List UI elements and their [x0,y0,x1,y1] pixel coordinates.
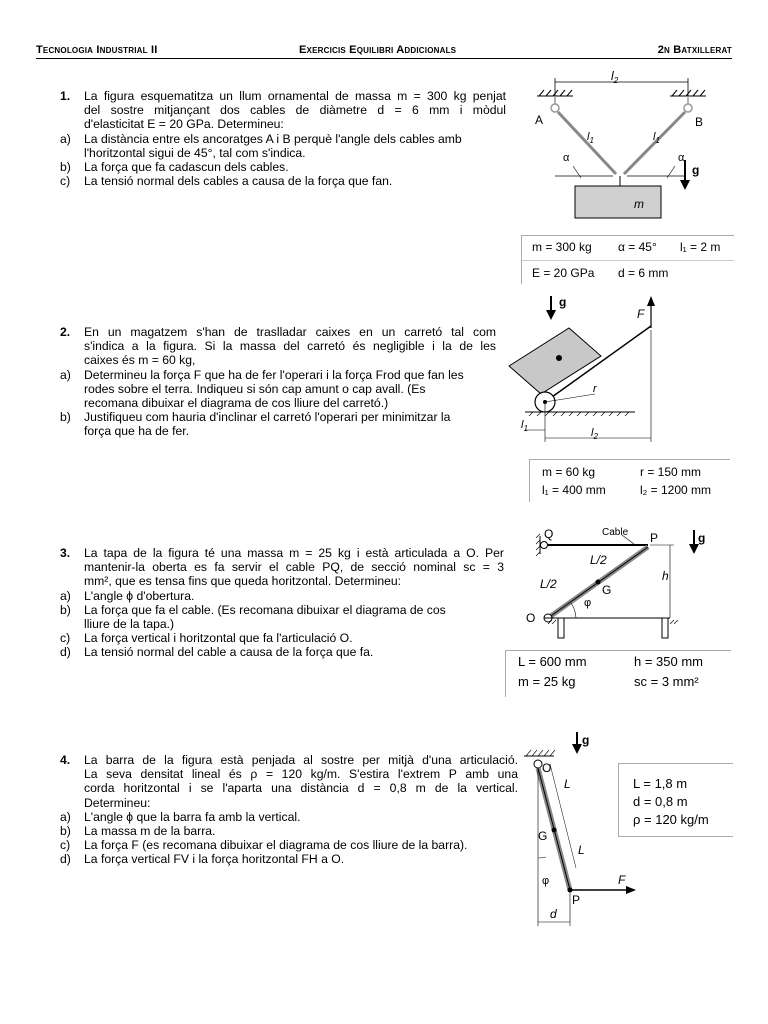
problem-number: 2. [60,325,71,339]
problem-1-line [60,103,506,117]
data-value: h = 350 mm [634,654,704,669]
question-text: Justifiqueu com hauria d'inclinar el carretó l'operari per minimitzar la [84,410,451,425]
label-l-half-top: L/2 [590,553,607,567]
anchor-a [551,104,559,112]
data-value: L = 1,8 m [633,776,688,791]
data-value: l₂ = 1200 mm [640,483,712,497]
question-label: c) [60,174,71,189]
question-label: a) [60,131,71,146]
data-value: m = 300 kg [532,240,592,254]
data-value: m = 60 kg [542,465,596,479]
label-o: O [542,761,552,775]
header-course: 2n Batxillerat [657,44,732,56]
question-text: Determineu la força F que ha de fer l'operari i la força Frod que fan les [84,367,464,382]
label-l-half-bottom: L/2 [540,577,557,591]
label-a: A [535,113,544,127]
question-text: La força vertical FV i la força horitzontal FH a O. [84,852,345,867]
problem-3-line [60,546,504,560]
problem-text: La barra de la figura està penjada al sostre per mitjà d'una articulació. [84,753,518,767]
data-table-2 [529,459,730,502]
question-label: a) [60,367,71,382]
problem-text: s'indica a la figura. Si la massa del carretó és negligible i la de les [84,339,496,354]
question-d [60,852,518,866]
problem-3-line [60,560,504,574]
problem-4-line [60,796,518,810]
figure-cart [505,290,665,450]
problem-text: corda horitzontal i se l'aparta una distància d = 0,8 m de la vertical. [84,781,518,796]
question-label: d) [60,852,71,867]
page-header [36,42,732,59]
label-l2: $l_2$ [611,69,619,85]
question-a-cont [60,396,496,410]
problem-4-line [60,767,518,781]
question-text: La força que fa cadascun dels cables. [84,160,289,175]
label-p: P [572,893,581,907]
problem-1 [60,89,506,188]
data-value: E = 20 GPa [532,266,595,280]
question-b-cont [60,617,504,631]
question-label: b) [60,410,71,425]
question-label: d) [60,645,71,660]
data-value: l₁ = 2 m [680,240,721,254]
question-b [60,410,496,424]
question-c [60,174,506,188]
data-value: d = 0,8 m [633,794,688,809]
label-l-bottom: L [578,843,585,857]
question-a-cont [60,382,496,396]
label-g: g [582,733,590,747]
problem-text: d'elasticitat E = 20 GPa. Determineu: [84,117,284,132]
question-a-cont [60,146,506,160]
question-text: L'angle ϕ d'obertura. [84,588,195,603]
question-text: L'angle ϕ que la barra fa amb la vertical. [84,809,301,824]
question-text: La massa m de la barra. [84,824,216,839]
question-label: c) [60,838,71,853]
figure-hanging-lamp [525,68,735,228]
problem-text: La tapa de la figura té una massa m = 25 kg i està articulada a O. Per [84,546,504,560]
question-label: b) [60,160,71,175]
problem-2-line [60,353,496,367]
problem-text: del sostre mitjançant dos cables de diàmetre d = 6 mm i mòdul [84,103,506,118]
problem-2-line [60,339,496,353]
problem-number: 3. [60,546,71,560]
question-text: La tensió normal dels cables a causa de la força que fan. [84,174,393,189]
question-text: La força F (es recomana dibuixar el diagrama de cos lliure de la barra). [84,838,468,853]
anchor-b [684,104,692,112]
figure-lid [510,520,710,645]
label-p: P [650,531,659,545]
label-alpha-right: α [678,152,685,164]
label-g: g [698,531,706,545]
label-m: m [634,197,644,211]
question-label: a) [60,588,71,603]
problem-number: 1. [60,89,71,103]
question-c [60,631,504,645]
label-d: d [550,907,557,921]
label-phi: φ [542,875,550,887]
label-o: O [526,611,536,625]
question-label: c) [60,631,71,646]
question-text: lliure de la tapa.) [84,617,175,632]
label-b: B [695,115,704,129]
problem-text: Determineu: [84,795,151,810]
label-l1: $l_1$ [521,419,528,433]
question-b [60,824,518,838]
question-text: La distància entre els ancoratges A i B perquè l'angle dels cables amb [84,131,462,146]
label-phi: φ [584,597,592,609]
pin-o [534,760,542,768]
problem-2-line [60,325,496,339]
problem-4-line [60,781,518,795]
problem-text: mm², que es tensa fins que queda horitzontal. Determineu: [84,574,402,589]
problem-3-line [60,574,504,588]
question-c [60,838,518,852]
problem-4-line [60,753,518,767]
label-g: g [692,163,700,177]
data-value: r = 150 mm [640,465,702,479]
problem-4 [60,753,518,867]
problem-3 [60,546,504,660]
cable-left [558,112,616,174]
question-a [60,589,504,603]
label-l2: $l_2$ [591,427,598,441]
question-a [60,132,506,146]
header-title: Exercicis Equilibri Addicionals [299,44,457,56]
question-text: rodes sobre el terra. Indiqueu si són cap amunt o cap avall. (Es [84,381,426,396]
cart-box [509,328,601,394]
label-g-point: G [538,829,548,843]
question-text: La tensió normal del cable a causa de la força que fa. [84,645,374,660]
question-text: força que ha de fer. [84,424,190,439]
data-value: sc = 3 mm² [634,674,699,689]
header-subject: Tecnologia Industrial II [36,44,158,56]
label-r: r [593,383,597,395]
data-value: ρ = 120 kg/m [633,812,709,827]
data-value: L = 600 mm [518,654,587,669]
question-label: b) [60,602,71,617]
problem-2 [60,325,496,439]
problem-1-line [60,117,506,131]
label-cable: Cable [602,527,629,538]
label-l1-right: $l_1$ [653,131,660,145]
label-f: F [637,307,645,321]
label-h: h [662,569,669,583]
question-label: b) [60,824,71,839]
question-b [60,160,506,174]
problem-text: En un magatzem s'han de traslladar caixes en un carretó tal com [84,325,496,339]
data-value: l₁ = 400 mm [542,483,606,497]
pin-q [541,542,548,549]
label-alpha-left: α [563,152,570,164]
label-g-point: G [602,583,612,597]
question-b [60,603,504,617]
question-a [60,368,496,382]
question-text: l'horitzontal sigui de 45°, tal com s'indica. [84,145,306,160]
label-g: g [559,295,567,309]
question-a [60,810,518,824]
question-d [60,645,504,659]
mass-block [575,186,661,218]
problem-number: 4. [60,753,71,767]
question-label: a) [60,809,71,824]
problem-text: La seva densitat lineal és ρ = 120 kg/m. S'estira l'extrem P amb una [84,767,518,782]
data-table-3 [505,650,731,697]
data-table-1 [521,235,734,284]
problem-text: mantenir-la oberta es fa servir el cable PQ, de secció nominal sc = 3 [84,560,504,575]
data-table-4 [618,763,733,837]
label-f: F [618,873,626,887]
question-text: recomana dibuixar el diagrama de cos lliure del carretó.) [84,396,389,411]
data-value: m = 25 kg [518,674,576,689]
label-q: Q [544,527,554,541]
question-b-cont [60,424,496,438]
label-l1: $l_1$ [587,131,594,145]
data-value: α = 45° [618,240,657,254]
data-value: d = 6 mm [618,266,669,280]
problem-text: La figura esquematitza un llum ornamental de massa m = 300 kg penjat [84,89,506,103]
label-l-top: L [564,777,571,791]
problem-1-line [60,89,506,103]
question-text: La força que fa el cable. (Es recomana dibuixar el diagrama de cos [84,602,446,617]
problem-text: caixes és m = 60 kg, [84,353,196,368]
question-text: La força vertical i horitzontal que fa l'articulació O. [84,631,353,646]
